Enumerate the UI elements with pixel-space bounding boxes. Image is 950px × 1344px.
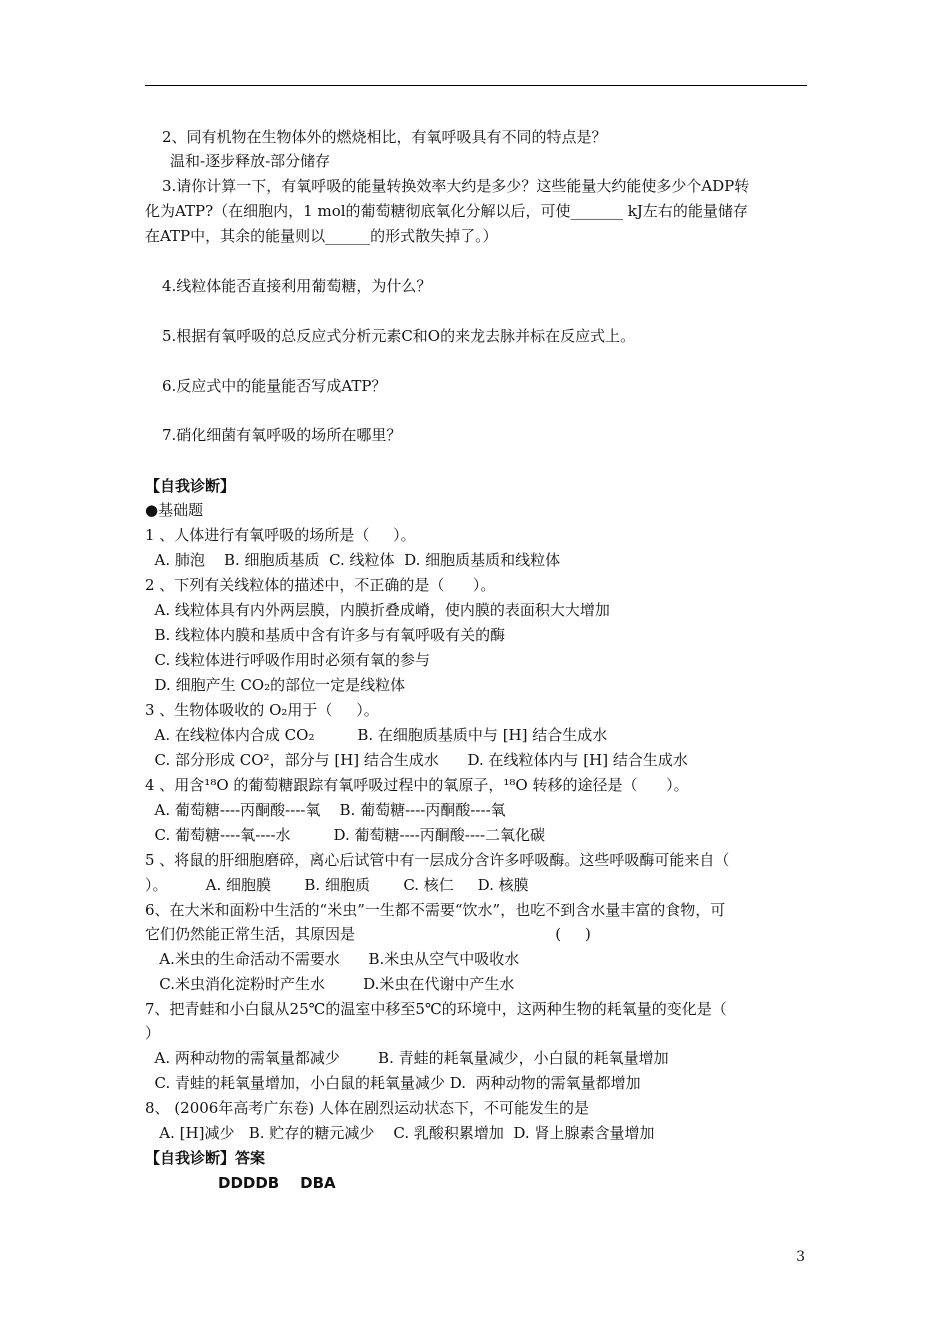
quiz-line: ）。 A. 细胞膜 B. 细胞质 C. 核仁 D. 核膜 xyxy=(145,876,529,894)
quiz-line: D. 细胞产生 CO₂的部位一定是线粒体 xyxy=(145,676,406,694)
quiz-line: 3 、生物体吸收的 O₂用于（ ）。 xyxy=(145,701,379,719)
quiz-line: B. 线粒体内膜和基质中含有许多与有氧呼吸有关的酶 xyxy=(145,626,506,644)
quiz-line: C. 部分形成 CO²，部分与 [H] 结合生成水 D. 在线粒体内与 [H] 结合生成水 xyxy=(145,751,688,769)
quiz-line: 7、把青蛙和小白鼠从25℃的温室中移至5℃的环境中，这两种生物的耗氧量的变化是（ xyxy=(145,1000,727,1018)
quiz-line: 5 、将鼠的肝细胞磨碎，离心后试管中有一层成分含许多呼吸酶。这些呼吸酶可能来自（ xyxy=(145,851,730,869)
quiz-line: A. 线粒体具有内外两层膜，内膜折叠成嵴，使内膜的表面积大大增加 xyxy=(145,601,610,619)
question-5: 5.根据有氧呼吸的总反应式分析元素C和O的来龙去脉并标在反应式上。 xyxy=(162,327,636,345)
quiz-line: C. 青蛙的耗氧量增加，小白鼠的耗氧量减少 D. 两种动物的需氧量都增加 xyxy=(145,1074,641,1092)
quiz-line: A. 葡萄糖----丙酮酸----氧 B. 葡萄糖----丙酮酸----氧 xyxy=(145,801,506,819)
question-6: 6.反应式中的能量能否写成ATP？ xyxy=(162,377,387,395)
question-3-line1: 3.请你计算一下，有氧呼吸的能量转换效率大约是多少？这些能量大约能使多少个ADP转 xyxy=(162,177,750,195)
quiz-line: A. [H]减少 B. 贮存的糖元减少 C. 乳酸积累增加 D. 肾上腺素含量增加 xyxy=(145,1124,655,1142)
quiz-line: ） xyxy=(145,1024,161,1042)
quiz-line: A. 肺泡 B. 细胞质基质 C. 线粒体 D. 细胞质基质和线粒体 xyxy=(145,551,561,569)
header-rule xyxy=(145,85,807,86)
quiz-line: A. 两种动物的需氧量都减少 B. 青蛙的耗氧量减少，小白鼠的耗氧量增加 xyxy=(145,1049,669,1067)
quiz-line: 6、在大米和面粉中生活的“米虫”一生都不需要“饮水”，也吃不到含水量丰富的食物，可 xyxy=(145,901,726,919)
page-number: 3 xyxy=(796,1249,805,1265)
self-diagnosis-heading: 【自我诊断】 xyxy=(145,477,236,495)
quiz-line: C. 线粒体进行呼吸作用时必须有氧的参与 xyxy=(145,651,431,669)
answer-key: DDDDB DBA xyxy=(218,1174,336,1192)
quiz-line: 8、 (2006年高考广东卷) 人体在剧烈运动状态下，不可能发生的是 xyxy=(145,1099,589,1117)
quiz-line: C.米虫消化淀粉时产生水 D.米虫在代谢中产生水 xyxy=(145,975,515,993)
quiz-line: 4 、用含¹⁸O 的葡萄糖跟踪有氧呼吸过程中的氧原子，¹⁸O 转移的途径是（ ）。 xyxy=(145,776,689,794)
quiz-line: 2 、下列有关线粒体的描述中，不正确的是（ ）。 xyxy=(145,576,496,594)
quiz-line: A.米虫的生命活动不需要水 B.米虫从空气中吸收水 xyxy=(145,950,520,968)
basic-questions-label: ●基础题 xyxy=(145,501,204,519)
quiz-line: A. 在线粒体内合成 CO₂ B. 在细胞质基质中与 [H] 结合生成水 xyxy=(145,726,608,744)
question-7: 7.硝化细菌有氧呼吸的场所在哪里？ xyxy=(162,426,402,444)
quiz-line: 它们仍然能正常生活，其原因是 ( ) xyxy=(145,925,591,943)
question-3-line2: 化为ATP?（在细胞内，1 mol的葡萄糖彻底氧化分解以后，可使_______ kJ左右的能量储存 xyxy=(145,202,748,220)
question-2-answer: 温和-逐步释放-部分储存 xyxy=(170,152,331,170)
question-4: 4.线粒体能否直接利用葡萄糖，为什么？ xyxy=(162,277,432,295)
quiz-line: 1 、人体进行有氧呼吸的场所是（ ）。 xyxy=(145,526,416,544)
answer-heading: 【自我诊断】答案 xyxy=(145,1149,266,1167)
quiz-line: C. 葡萄糖----氧----水 D. 葡萄糖----丙酮酸----二氧化碳 xyxy=(145,826,546,844)
question-3-line3: 在ATP中，其余的能量则以______的形式散失掉了。） xyxy=(145,227,498,245)
question-2: 2、同有机物在生物体外的燃烧相比，有氧呼吸具有不同的特点是？ xyxy=(162,128,607,146)
